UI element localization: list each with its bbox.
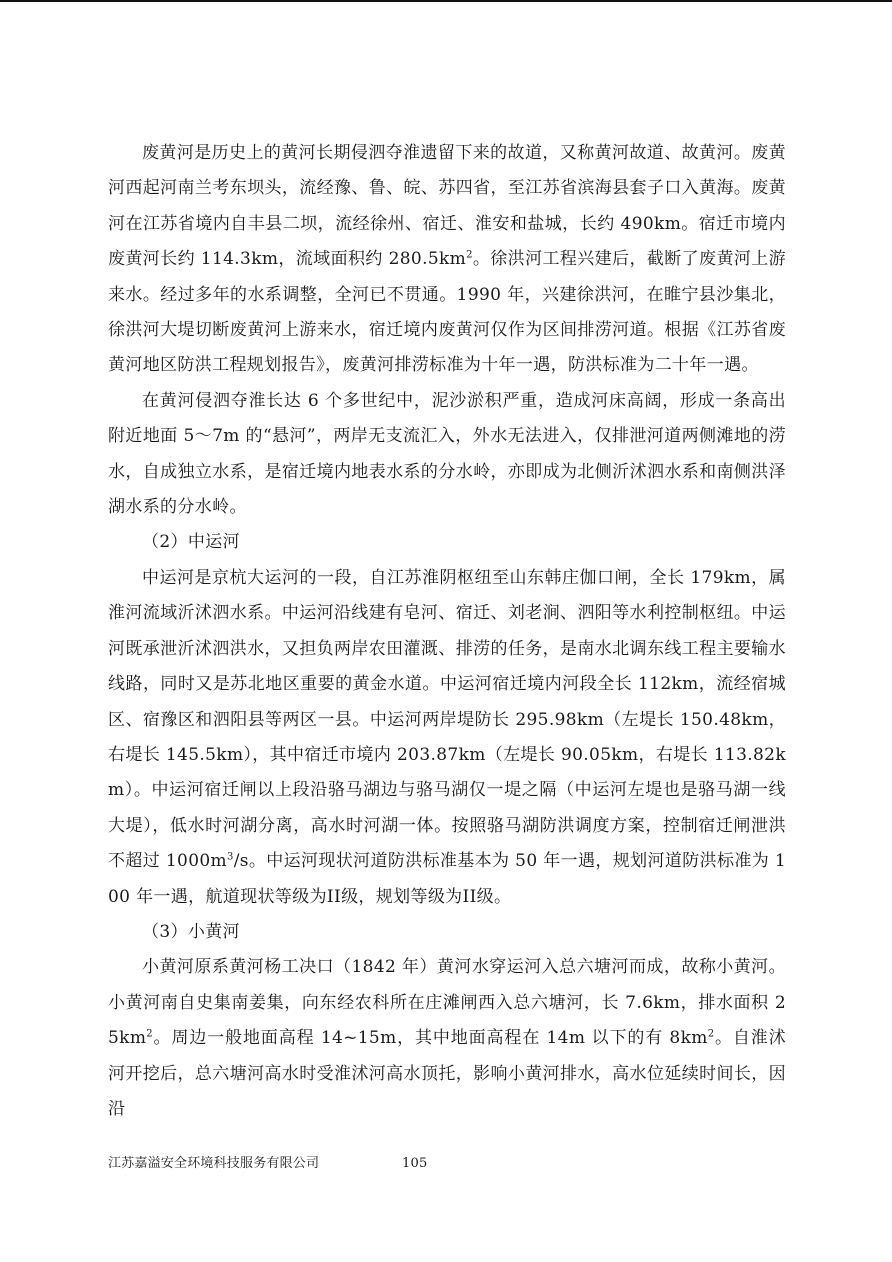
page-number: 105 bbox=[402, 1156, 428, 1171]
paragraph-text: 。自淮沭河开挖后，总六塘河高水时受淮沭河高水顶托，影响小黄河排水，高水位延续时间长，因沿 bbox=[108, 1028, 786, 1119]
paragraph-zhongyunhe bbox=[108, 561, 786, 915]
paragraph-feihuanghe bbox=[108, 136, 786, 384]
paragraph-text: 废黄河是历史上的黄河长期侵泗夺淮遗留下来的故道，又称黄河故道、故黄河。废黄河西起河南兰考东坝头，流经豫、鲁、皖、苏四省，至江苏省滨海县套子口入黄海。废黄河在江苏省境内自丰县二坝，流经徐州、宿迁、淮安和盐城，长约 490km。宿迁市境内废黄河长约 114.3km，流域面积约 280.5km bbox=[108, 143, 786, 270]
section-heading-zhongyunhe: （2）中运河 bbox=[142, 532, 240, 553]
superscript: 2 bbox=[466, 249, 473, 261]
paragraph-xuanhe bbox=[108, 384, 786, 526]
paragraph-text: 。周边一般地面高程 14~15m，其中地面高程在 14m 以下的有 8km bbox=[153, 1028, 708, 1049]
paragraph-text: 中运河是京杭大运河的一段，自江苏淮阴枢纽至山东韩庄伽口闸，全长 179km，属淮河流域沂沭泗水系。中运河沿线建有皂河、宿迁、刘老涧、泗阳等水利控制枢纽。中运河既承泄沂沭泗洪水，又担负两岸农田灌溉、排涝的任务，是南水北调东线工程主要输水线路，同时又是苏北地区重要的黄金水道。中运河宿迁境内河段全长 112km，流经宿城区、宿豫区和泗阳县等两区一县。中运河两岸堤防长 295.98km（左堤长 150.48km，右堤长 145.5km），其中宿迁市境内 203.87km（左堤长 90.05km，右堤长 113.82km）。中运河宿迁闸以上段沿骆马湖边与骆马湖仅一堤之隔（中运河左堤也是骆马湖一线大堤），低水时河湖分离，高水时河湖一体。按照骆马湖防洪调度方案，控制宿迁闸泄洪不超过 1000m bbox=[108, 567, 786, 872]
document-body bbox=[108, 136, 786, 1127]
paragraph-text: 在黄河侵泗夺淮长达 6 个多世纪中，泥沙淤积严重，造成河床高阔，形成一条高出附近地面 5～7m 的“悬河”，两岸无支流汇入，外水无法进入，仅排泄河道两侧滩地的涝水，自成独立水系，是宿迁境内地表水系的分水岭，亦即成为北侧沂沭泗水系和南侧洪泽湖水系的分水岭。 bbox=[108, 390, 786, 518]
paragraph-text: 。徐洪河工程兴建后，截断了废黄河上游来水。经过多年的水系调整，全河已不贯通。1990 年，兴建徐洪河，在睢宁县沙集北，徐洪河大堤切断废黄河上游来水，宿迁境内废黄河仅作为区间排涝河道。根据《江苏省废黄河地区防洪工程规划报告》，废黄河排涝标准为十年一遇，防洪标准为二十年一遇。 bbox=[108, 249, 786, 376]
footer-company-name: 江苏嘉溢安全环境科技服务有限公司 bbox=[108, 1156, 320, 1171]
superscript: 2 bbox=[707, 1028, 715, 1040]
paragraph-text: /s。中运河现状河道防洪标准基本为 50 年一遇，规划河道防洪标准为 100 年一遇，航道现状等级为II级，规划等级为II级。 bbox=[108, 851, 786, 907]
header-rule bbox=[0, 0, 892, 2]
paragraph-xiaohuanghe bbox=[108, 950, 786, 1127]
section-heading-xiaohuanghe: （3）小黄河 bbox=[142, 921, 240, 942]
superscript: 2 bbox=[146, 1028, 154, 1040]
paragraph-text: 小黄河原系黄河杨工决口（1842 年）黄河水穿运河入总六塘河而成，故称小黄河。小黄河南自史集南姜集，向东经农科所在庄滩闸西入总六塘河，长 7.6km，排水面积 25km bbox=[108, 957, 786, 1049]
superscript: 3 bbox=[227, 851, 234, 863]
